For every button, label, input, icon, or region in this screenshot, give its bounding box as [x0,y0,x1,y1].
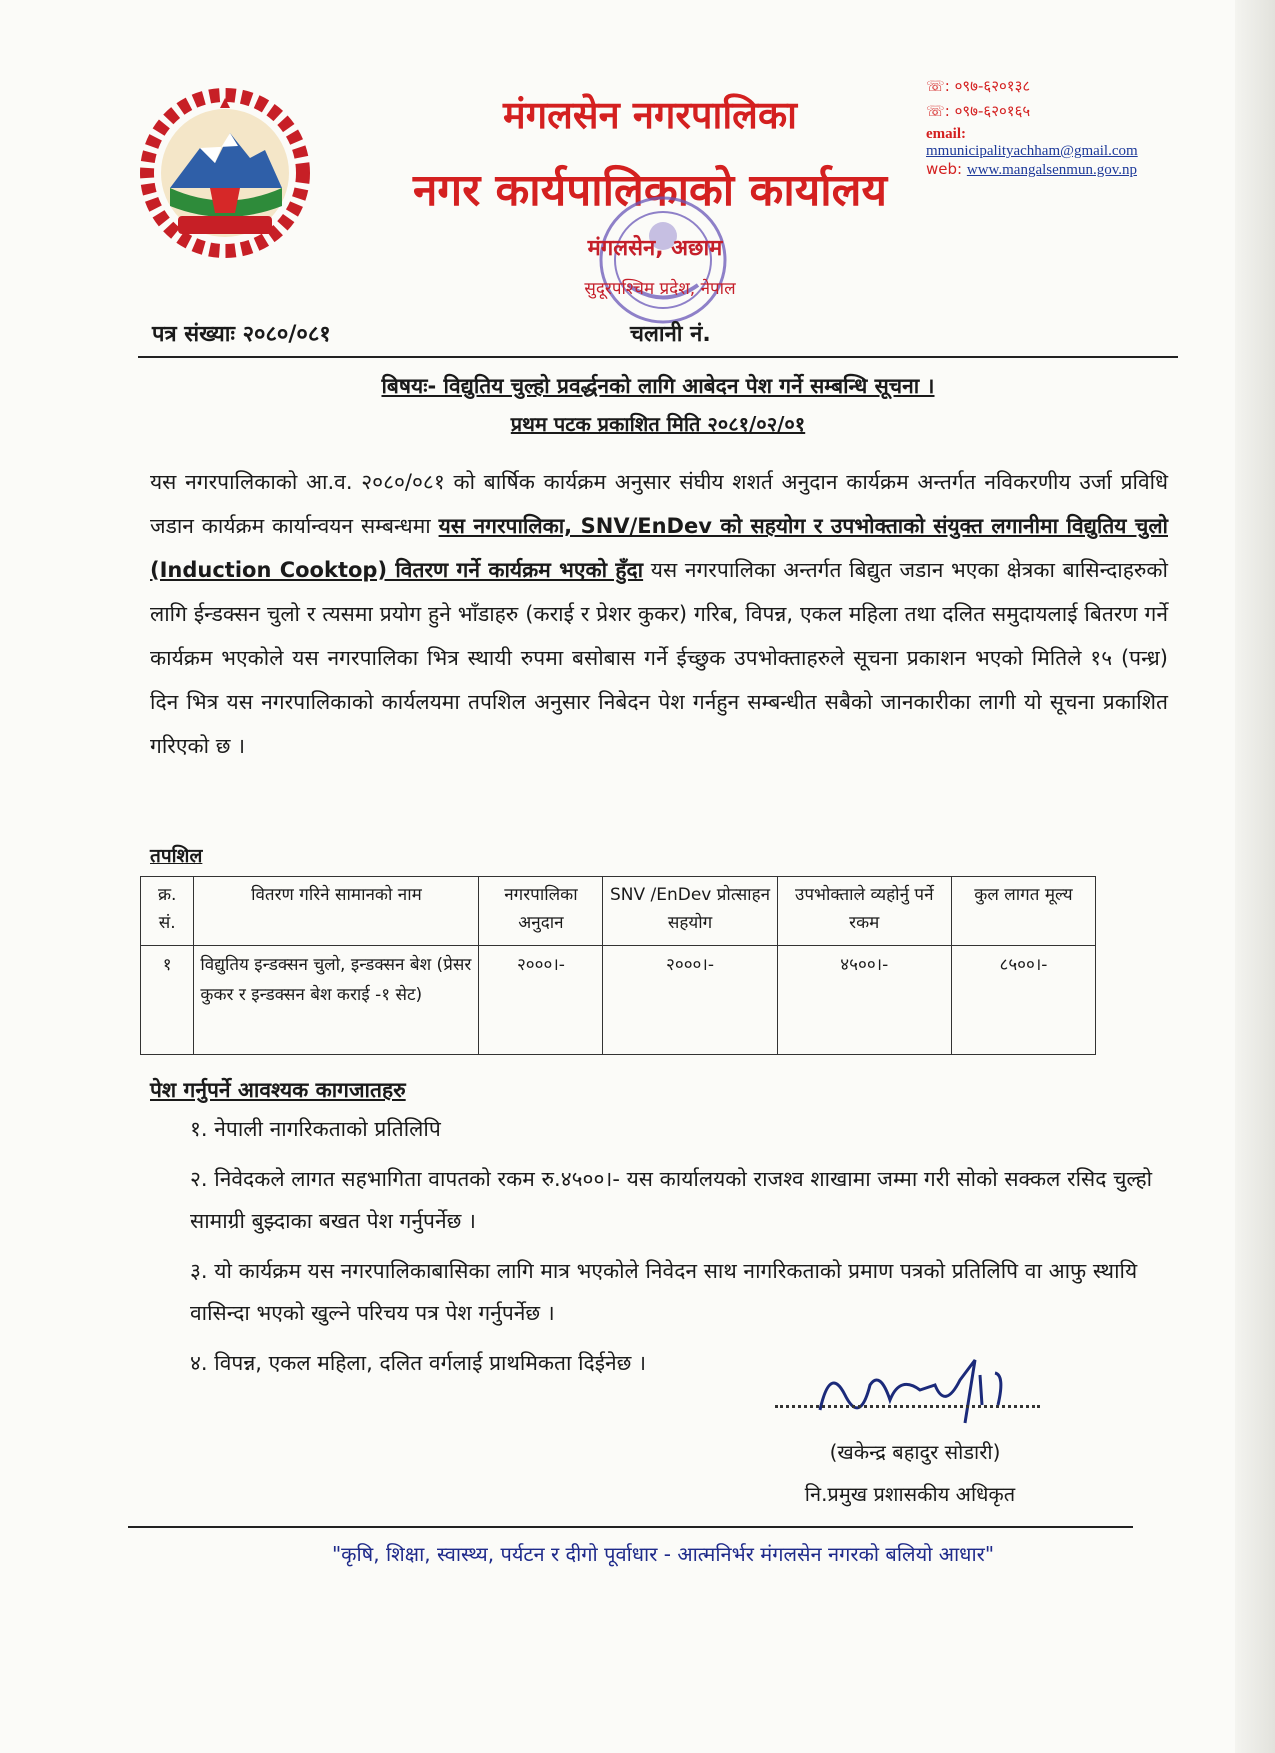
cell-total-cost: ८५००।- [951,946,1095,1055]
office-region: सुदूरपश्चिम प्रदेश, नेपाल [584,279,736,299]
signature-line [775,1405,1040,1408]
handwritten-signature-icon [770,1355,1050,1425]
cell-consumer-share: ४५००।- [777,946,951,1055]
list-item: १. नेपाली नागरिकताको प्रतिलिपि [190,1117,441,1141]
col-municipal-grant: नगरपालिका अनुदान [479,877,603,946]
cell-municipal-grant: २०००।- [479,946,603,1055]
web-label: web: [926,160,963,178]
list-item: ३. यो कार्यक्रम यस नगरपालिकाबासिका लागि मात्र भएकोले निवेदन साथ नागरिकताको प्रमाण पत्रको प्रतिलिपि वा आफु स्थायि वासिन्दा भएको खुल्ने परिचय पत्र पेश गर्नुपर्नेछ । [190,1259,1138,1325]
body-part-1: यस नगरपालिकाको आ.व. २०८०/०८१ को बार्षिक कार्यक्रम अनुसार संघीय शशर्त अनुदान कार्यक्रम अन्तर्गत नविकरणीय उर्जा प्रविधि जडान कार्यक्रम कार्यान्वयन सम्बन्धमा [150,470,1168,538]
office-name: नगर कार्यपालिकाको कार्यालय [413,165,887,216]
reference-number: पत्र संख्याः २०८०/०८१ [152,322,331,347]
col-sn: क्र. सं. [141,877,194,946]
phone-1: ☏: ०९७-६२०१३८ [926,77,1031,95]
schedule-label: तपशिल [150,845,203,867]
footer-divider [128,1526,1133,1528]
documents-title: पेश गर्नुपर्ने आवश्यक कागजातहरु [150,1078,406,1102]
footer-motto: "कृषि, शिक्षा, स्वास्थ्य, पर्यटन र दीगो पूर्वाधार - आत्मनिर्भर मंगलसेन नगरको बलियो आधार" [331,1542,995,1566]
body-emphasis: यस नगरपालिका, SNV/EnDev को सहयोग र उपभोक्ताको संयुक्त लगानीमा विद्युतिय चुलो (Induction Cooktop) वितरण गर्ने कार्यक्रम भएको हुँदा [150,514,1168,582]
municipality-name: मंगलसेन नगरपालिका [503,93,797,137]
signatory-designation: नि.प्रमुख प्रशासकीय अधिकृत [804,1482,1016,1506]
col-total-cost: कुल लागत मूल्य [951,877,1095,946]
notice-body [150,460,1168,768]
list-item: २. निवेदकले लागत सहभागिता वापतको रकम रु.४५००।- यस कार्यालयको राजश्व शाखामा जम्मा गरी सोको सक्कल रसिद चुल्हो सामाग्री बुझ्दाका बखत पेश गर्नुपर्नेछ । [190,1167,1153,1233]
signatory-name: (खकेन्द्र बहादुर सोडारी) [829,1440,1001,1464]
web-link[interactable]: www.mangalsenmun.gov.np [966,162,1137,178]
list-item: ४. विपन्न, एकल महिला, दलित वर्गलाई प्राथमिकता दिईनेछ । [190,1351,647,1375]
paper-edge [1235,0,1275,1753]
phone-2: ☏: ०९७-६२०१६५ [926,102,1031,120]
email-label: email: [926,126,966,142]
documents-list [190,1108,1170,1392]
col-item-name: वितरण गरिने सामानको नाम [194,877,479,946]
header-divider [138,356,1178,358]
cell-snv-support: २०००।- [603,946,777,1055]
dispatch-number: चलानी नं. [630,322,711,347]
cell-sn: १ [141,946,194,1055]
col-snv-support: SNV /EnDev प्रोत्साहन सहयोग [603,877,777,946]
nepal-emblem-icon [140,88,310,258]
published-date: प्रथम पटक प्रकाशित मिति २०८१/०२/०१ [510,412,806,436]
email-link[interactable]: mmunicipalityachham@gmail.com [926,143,1138,159]
office-location: मंगलसेन, अछाम [587,236,723,261]
subject-line: बिषयः- विद्युतिय चुल्हो प्रवर्द्धनको लागि आबेदन पेश गर्ने सम्बन्धि सूचना । [381,374,935,398]
col-consumer-share: उपभोक्ताले व्यहोर्नु पर्ने रकम [777,877,951,946]
table-row [141,946,1096,1055]
body-part-2: यस नगरपालिका अन्तर्गत बिद्युत जडान भएका क्षेत्रका बासिन्दाहरुको लागि ईन्डक्सन चुलो र त्यसमा प्रयोग हुने भाँडाहरु (कराई र प्रेशर कुकर) गरिब, विपन्न, एकल महिला तथा दलित समुदायलाई बितरण गर्ने कार्यक्रम भएकोले यस नगरपालिका भित्र स्थायी रुपमा बसोबास गर्ने ईच्छुक उपभोक्ताहरुले सूचना प्रकाशन भएको मितिले १५ (पन्ध्र) दिन भित्र यस नगरपालिकाको कार्यलयमा तपशिल अनुसार निबेदन पेश गर्नहुन सम्बन्धीत सबैको जानकारीका लागी यो सूचना प्रकाशित गरिएको छ । [150,558,1168,758]
table-header-row [141,877,1096,946]
cell-item-name: विद्युतिय इन्डक्सन चुलो, इन्डक्सन बेश (प्रेसर कुकर र इन्डक्सन बेश कराई -१ सेट) [194,946,479,1055]
schedule-table [140,876,1096,1055]
contact-block [926,76,1166,179]
